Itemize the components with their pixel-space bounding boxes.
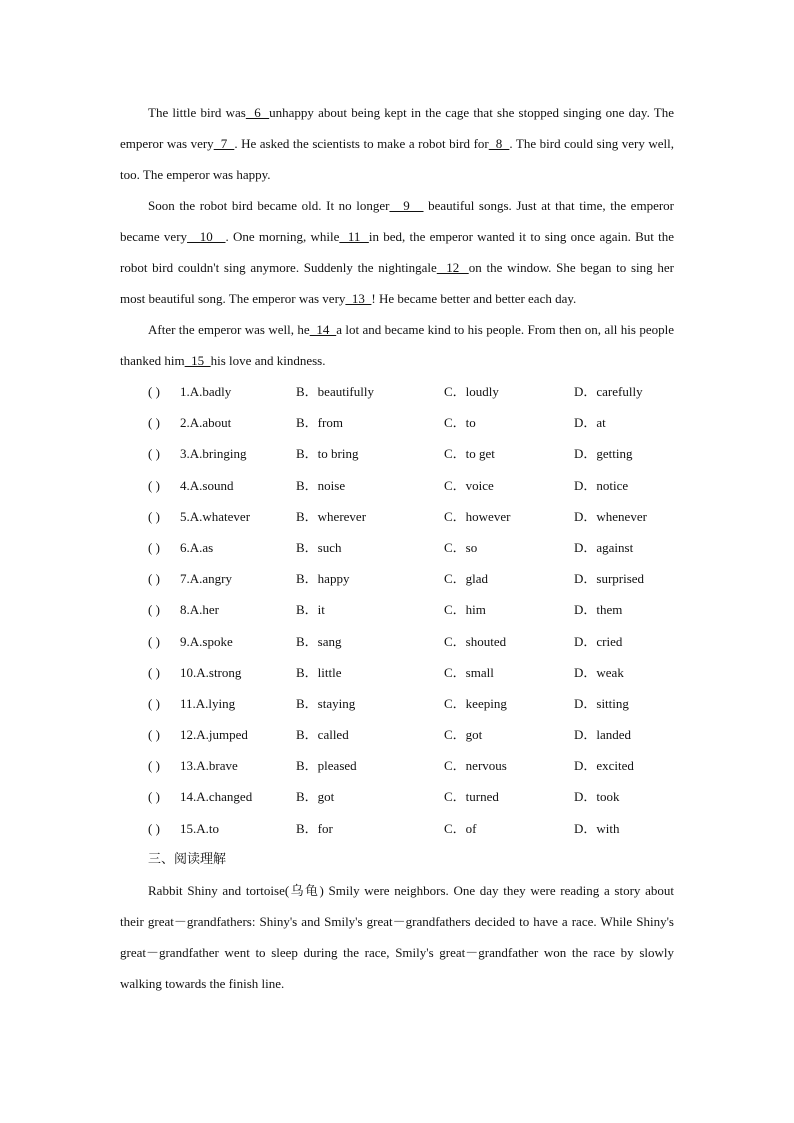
text: on the window. She began to sing her most beautiful song. The emperor was very: [120, 260, 674, 306]
option-d: D．whenever: [574, 508, 647, 524]
answer-parenthesis[interactable]: ( ): [148, 539, 160, 555]
answer-parenthesis[interactable]: ( ): [148, 446, 160, 462]
option-b: B．beautifully: [296, 384, 374, 399]
option-b: B．called: [296, 727, 349, 743]
option-c: C．to: [444, 415, 476, 431]
answer-parenthesis[interactable]: ( ): [148, 602, 160, 618]
blank-12: 12: [436, 260, 469, 275]
question-row: [120, 532, 674, 563]
option-a: 12.A.jumped: [180, 727, 248, 743]
question-row: [120, 657, 674, 688]
option-a: 14.A.changed: [180, 789, 253, 805]
option-b: B．happy: [296, 571, 350, 587]
question-row: [120, 750, 674, 781]
answer-parenthesis[interactable]: ( ): [148, 820, 160, 836]
reading-paragraph-1: Rabbit Shiny and tortoise(乌龟) Smily were neighbors. One day they were reading a story about their great－grandfathers: Shiny's and Smily's great－grandfathers decided to have a race. While Shiny's great－grandfather went to sleep during the race, Smily's great－grandfather won the race by slowly walking towards the finish line.: [120, 882, 674, 991]
option-b: B．sang: [296, 633, 342, 649]
option-d: D．notice: [574, 477, 629, 493]
option-b: B．got: [296, 789, 335, 805]
option-a: 13.A.brave: [180, 758, 238, 774]
text: beautiful songs. Just at that time, the emperor became very: [120, 198, 674, 244]
option-a: 3.A.bringing: [180, 446, 247, 462]
answer-parenthesis[interactable]: ( ): [148, 727, 160, 743]
option-c: C．keeping: [444, 695, 507, 711]
text: After the emperor was well, he: [148, 322, 310, 337]
option-b: B．for: [296, 820, 333, 836]
option-a: 6.A.as: [180, 539, 214, 555]
blank-7: 7: [213, 136, 235, 151]
blank-13: 13: [345, 291, 372, 306]
option-a: 7.A.angry: [180, 571, 232, 587]
document-page: [120, 97, 674, 999]
option-c: C．voice: [444, 477, 494, 493]
text: unhappy about being kept in the cage that she stopped singing one day. The emperor was very: [120, 105, 675, 151]
option-a: 11.A.lying: [180, 695, 236, 711]
blank-14: 14: [309, 322, 337, 337]
story-paragraph-3: [120, 314, 674, 376]
answer-parenthesis[interactable]: ( ): [148, 477, 160, 493]
option-c: C．of: [444, 820, 477, 836]
question-row: [120, 438, 674, 469]
option-b: B．such: [296, 539, 342, 555]
text: . One morning, while: [225, 229, 340, 244]
option-b: B．from: [296, 415, 343, 431]
text: a lot and became kind to his people. From then on, all his people thanked him: [120, 322, 675, 368]
option-a: 8.A.her: [180, 602, 219, 618]
option-b: B．little: [296, 664, 342, 680]
option-d: D．sitting: [574, 695, 629, 711]
option-d: D．cried: [574, 633, 623, 649]
option-c: C．him: [444, 602, 486, 618]
question-row: [120, 781, 674, 812]
text: ! He became better and better each day.: [371, 291, 577, 306]
question-row: [120, 563, 674, 594]
option-d: D．carefully: [574, 384, 643, 399]
blank-11: 11: [339, 229, 369, 244]
option-d: D．against: [574, 539, 634, 555]
question-row: [120, 719, 674, 750]
option-c: C．to get: [444, 446, 495, 462]
answer-parenthesis[interactable]: ( ): [148, 571, 160, 587]
option-b: B．wherever: [296, 508, 367, 524]
answer-parenthesis[interactable]: ( ): [148, 384, 160, 399]
option-a: 2.A.about: [180, 415, 232, 431]
option-d: D．getting: [574, 446, 633, 462]
option-a: 4.A.sound: [180, 477, 234, 493]
option-b: B．to bring: [296, 446, 359, 462]
answer-parenthesis[interactable]: ( ): [148, 758, 160, 774]
blank-8: 8: [488, 136, 510, 151]
section-heading: 三、阅读理解: [148, 851, 227, 867]
answer-parenthesis[interactable]: ( ): [148, 789, 160, 805]
option-b: B．noise: [296, 477, 346, 493]
blank-15: 15: [184, 353, 211, 368]
option-c: C．however: [444, 508, 511, 524]
text: Soon the robot bird became old. It no longer: [148, 198, 390, 213]
blank-9: 9: [389, 198, 424, 213]
option-d: D．took: [574, 789, 620, 805]
story-paragraph-1: [120, 97, 674, 190]
question-row: [120, 501, 674, 532]
answer-parenthesis[interactable]: ( ): [148, 633, 160, 649]
option-d: D．weak: [574, 664, 624, 680]
question-row: [120, 594, 674, 625]
option-a: 15.A.to: [180, 820, 219, 836]
option-c: C．nervous: [444, 758, 507, 774]
option-c: C．shouted: [444, 633, 507, 649]
text: The little bird was: [148, 105, 246, 120]
option-c: C．glad: [444, 571, 489, 587]
option-d: D．surprised: [574, 571, 645, 587]
story-paragraph-2: [120, 190, 674, 314]
option-b: B．it: [296, 602, 325, 618]
question-row: [120, 688, 674, 719]
option-d: D．landed: [574, 727, 632, 743]
text: . The bird could sing very well, too. The emperor was happy.: [120, 136, 674, 182]
option-c: C．loudly: [444, 384, 499, 399]
option-c: C．got: [444, 727, 483, 743]
option-a: 10.A.strong: [180, 664, 242, 680]
answer-parenthesis[interactable]: ( ): [148, 415, 160, 431]
question-row: [120, 470, 674, 501]
option-a: 9.A.spoke: [180, 633, 233, 649]
options-list: [120, 376, 674, 844]
text: his love and kindness.: [210, 353, 326, 368]
option-a: 1.A.badly: [180, 384, 232, 399]
option-c: C．so: [444, 539, 478, 555]
question-row: [120, 407, 674, 438]
option-d: D．them: [574, 602, 623, 618]
option-a: 5.A.whatever: [180, 508, 251, 524]
option-b: B．pleased: [296, 758, 357, 774]
question-row: [120, 813, 674, 844]
text: in bed, the emperor wanted it to sing once again. But the robot bird couldn't sing anymore. Suddenly the nightingale: [120, 229, 675, 275]
option-c: C．turned: [444, 789, 499, 805]
text: . He asked the scientists to make a robot bird for: [234, 136, 489, 151]
question-row: [120, 376, 674, 407]
answer-parenthesis[interactable]: ( ): [148, 664, 160, 680]
option-c: C．small: [444, 664, 494, 680]
answer-parenthesis[interactable]: ( ): [148, 508, 160, 524]
blank-10: 10: [187, 229, 226, 244]
blank-6: 6: [245, 105, 270, 120]
answer-parenthesis[interactable]: ( ): [148, 695, 160, 711]
question-row: [120, 626, 674, 657]
option-d: D．at: [574, 415, 606, 431]
option-d: D．excited: [574, 758, 634, 774]
option-d: D．with: [574, 820, 620, 836]
option-b: B．staying: [296, 695, 356, 711]
